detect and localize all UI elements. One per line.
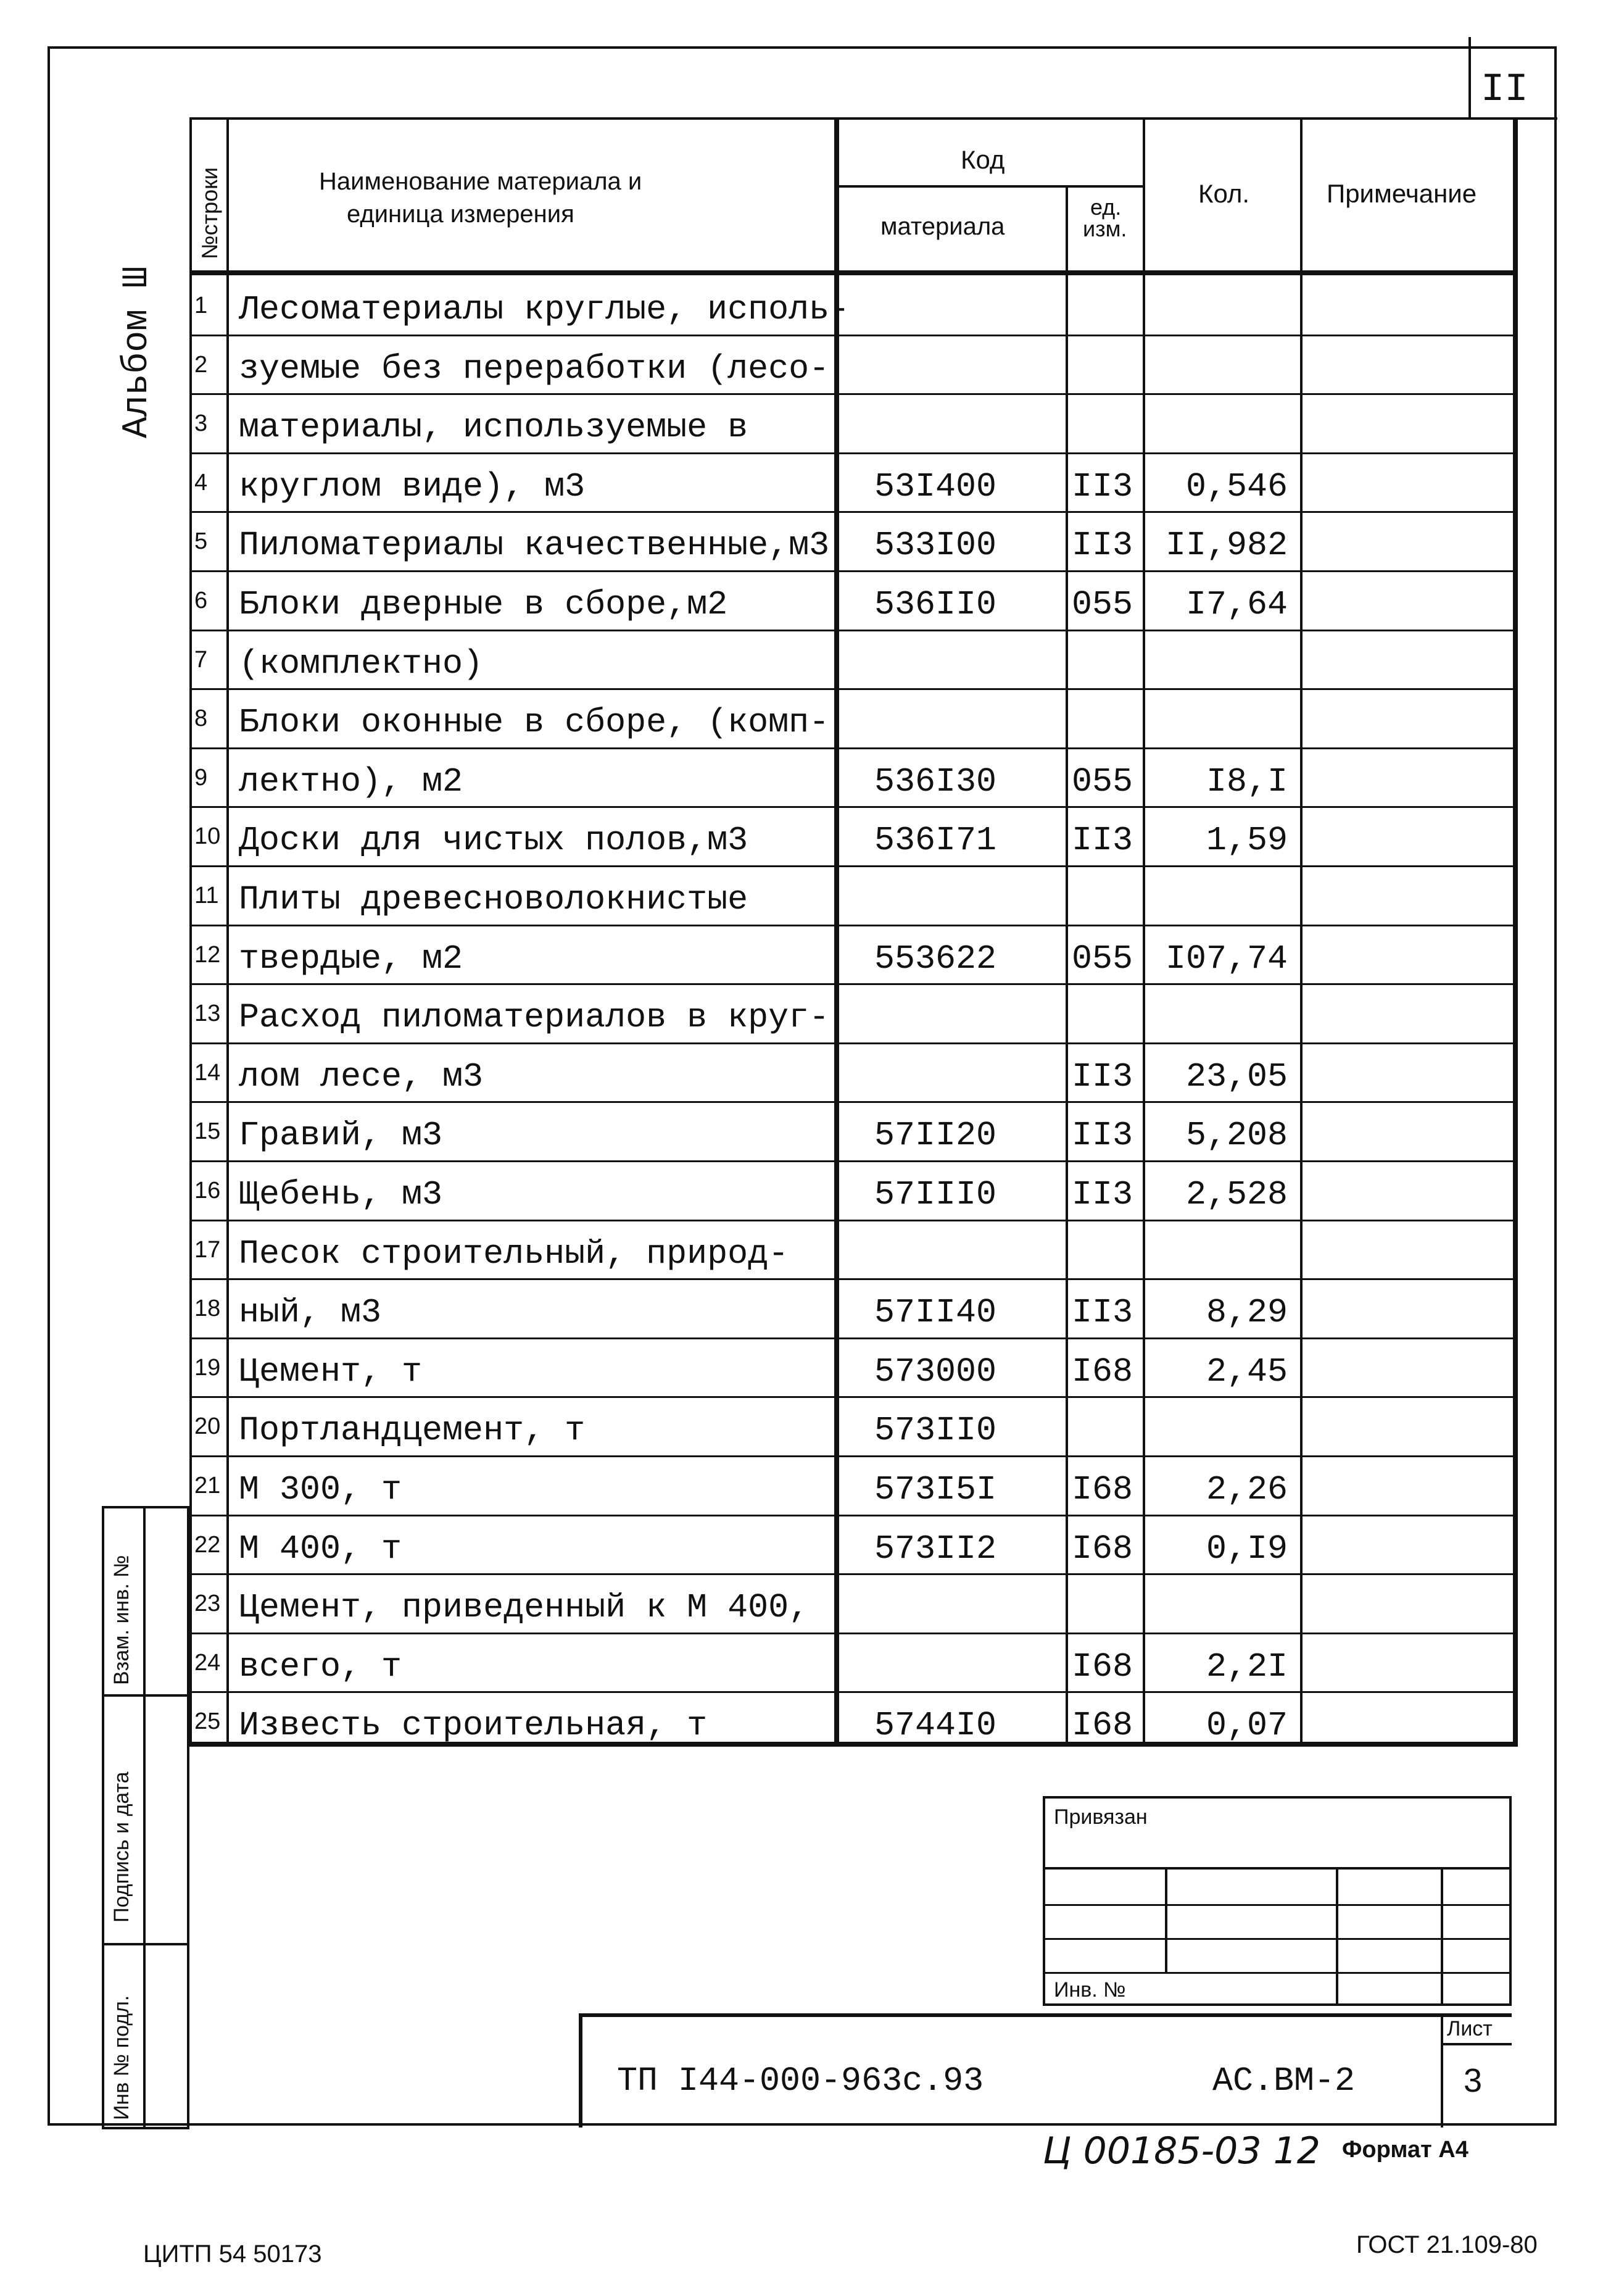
material-code: 536I71 <box>874 821 997 860</box>
material-name: (комплектно) <box>239 644 484 683</box>
row-number: 15 <box>194 1118 221 1145</box>
row-number: 18 <box>194 1296 221 1322</box>
material-code: 573II2 <box>874 1529 997 1568</box>
header-note: Примечание <box>1327 179 1477 208</box>
material-name: Доски для чистых полов,м3 <box>239 821 748 860</box>
handwritten-number: Ц 00185-03 12 <box>1043 2129 1320 2173</box>
header-code: Код <box>961 145 1005 174</box>
unit-code: II3 <box>1072 1293 1133 1333</box>
doc-mark: АС.ВМ-2 <box>1212 2061 1356 2100</box>
header-unit-2: изм. <box>1083 216 1127 241</box>
row-number: 2 <box>194 351 208 378</box>
row-number: 4 <box>194 469 208 496</box>
material-code: 5744I0 <box>874 1706 997 1745</box>
unit-code: II3 <box>1072 1175 1133 1214</box>
quantity: 8,29 <box>1206 1293 1288 1333</box>
quantity: 5,208 <box>1185 1116 1288 1155</box>
list-number: 3 <box>1464 2062 1483 2099</box>
unit-code: II3 <box>1072 1116 1133 1155</box>
material-code: 533I00 <box>874 526 997 565</box>
unit-code: I68 <box>1072 1529 1133 1568</box>
material-code: 573000 <box>874 1352 997 1391</box>
quantity: 0,546 <box>1185 467 1288 506</box>
material-code: 53I400 <box>874 467 997 506</box>
material-code: 553622 <box>874 939 997 978</box>
row-number: 11 <box>194 883 219 909</box>
sheet-marker: II <box>1481 68 1528 112</box>
unit-code: II3 <box>1072 821 1133 860</box>
row-number: 10 <box>194 823 221 850</box>
quantity: II,982 <box>1165 526 1288 565</box>
row-number: 8 <box>194 705 208 732</box>
material-code: 57III0 <box>874 1175 997 1214</box>
row-number: 7 <box>194 646 208 673</box>
unit-code: 055 <box>1072 585 1133 624</box>
vzam-label: Взам. инв. № <box>110 1555 133 1685</box>
material-name: Щебень, м3 <box>239 1175 443 1214</box>
unit-code: I68 <box>1072 1647 1133 1686</box>
material-code: 57II20 <box>874 1116 997 1155</box>
unit-code: II3 <box>1072 526 1133 565</box>
material-name: Плиты древесноволокнистые <box>239 880 748 919</box>
unit-code: I68 <box>1072 1470 1133 1509</box>
header-unit-1: ед. <box>1090 194 1122 220</box>
album-label: Альбом Ш <box>117 266 157 438</box>
unit-code: 055 <box>1072 939 1133 978</box>
material-code: 57II40 <box>874 1293 997 1333</box>
quantity: I7,64 <box>1185 585 1288 624</box>
row-number: 25 <box>194 1708 221 1735</box>
material-name: Песок строительный, природ- <box>239 1234 789 1273</box>
material-name: всего, т <box>239 1647 402 1686</box>
quantity: 1,59 <box>1206 821 1288 860</box>
material-name: Портландцемент, т <box>239 1411 586 1450</box>
row-number: 24 <box>194 1649 221 1676</box>
header-qty: Кол. <box>1198 179 1250 208</box>
material-name: Гравий, м3 <box>239 1116 443 1155</box>
material-name: Цемент, т <box>239 1352 423 1391</box>
format-label: Формат А4 <box>1342 2137 1468 2163</box>
row-number: 6 <box>194 588 208 614</box>
unit-code: 055 <box>1072 762 1133 801</box>
quantity: 2,45 <box>1206 1352 1288 1391</box>
row-number: 17 <box>194 1236 221 1263</box>
unit-code: II3 <box>1072 467 1133 506</box>
row-number: 13 <box>194 1000 221 1027</box>
row-number: 12 <box>194 941 221 968</box>
material-name: Известь строительная, т <box>239 1706 708 1745</box>
material-name: М 300, т <box>239 1470 402 1509</box>
unit-code: I68 <box>1072 1706 1133 1745</box>
row-number: 5 <box>194 528 208 555</box>
privyazan-label: Привязан <box>1054 1805 1148 1829</box>
quantity: 23,05 <box>1185 1057 1288 1096</box>
header-name-1: Наименование материала и <box>319 168 642 195</box>
unit-code: II3 <box>1072 1057 1133 1096</box>
row-number: 3 <box>194 410 208 437</box>
material-code: 573I5I <box>874 1470 997 1509</box>
header-row-no: №строки <box>197 167 222 259</box>
podpis-label: Подпись и дата <box>110 1771 133 1923</box>
row-number: 19 <box>194 1354 221 1381</box>
material-name: Блоки оконные в сборе, (комп- <box>239 703 830 742</box>
quantity: 0,07 <box>1206 1706 1288 1745</box>
inv-no-label: Инв. № <box>1054 1978 1126 2002</box>
row-number: 14 <box>194 1059 221 1086</box>
quantity: 0,I9 <box>1206 1529 1288 1568</box>
material-name: лектно), м2 <box>239 762 463 801</box>
footer-right: ГОСТ 21.109-80 <box>1356 2231 1538 2258</box>
material-name: Лесоматериалы круглые, исполь- <box>239 290 850 329</box>
row-number: 9 <box>194 764 208 791</box>
unit-code: I68 <box>1072 1352 1133 1391</box>
table-row <box>189 1278 1518 1337</box>
quantity: 2,528 <box>1185 1175 1288 1214</box>
material-code: 536I30 <box>874 762 997 801</box>
list-label: Лист <box>1447 2017 1493 2040</box>
material-name: Цемент, приведенный к М 400, <box>239 1588 810 1628</box>
material-code: 573II0 <box>874 1411 997 1450</box>
materials-table <box>189 117 1518 1747</box>
quantity: 2,2I <box>1206 1647 1288 1686</box>
material-name: Блоки дверные в сборе,м2 <box>239 585 728 624</box>
row-number: 22 <box>194 1531 221 1558</box>
material-name: материалы, используемые в <box>239 408 748 447</box>
material-name: твердые, м2 <box>239 939 463 978</box>
row-number: 23 <box>194 1591 221 1617</box>
material-name: лом лесе, м3 <box>239 1057 484 1096</box>
material-name: Расход пиломатериалов в круг- <box>239 998 830 1038</box>
header-material-code: материала <box>880 213 1005 240</box>
row-number: 16 <box>194 1178 221 1204</box>
doc-code: ТП I44-000-963с.93 <box>617 2061 984 2100</box>
header-name-2: единица измерения <box>347 201 574 228</box>
inv-podl-label: Инв № подл. <box>110 1995 133 2120</box>
material-name: М 400, т <box>239 1529 402 1568</box>
material-name: круглом виде), м3 <box>239 467 586 506</box>
quantity: 2,26 <box>1206 1470 1288 1509</box>
material-name: Пиломатериалы качественные,м3 <box>239 526 830 565</box>
row-number: 21 <box>194 1473 221 1499</box>
quantity: I8,I <box>1206 762 1288 801</box>
material-code: 536II0 <box>874 585 997 624</box>
footer-left: ЦИТП 54 50173 <box>143 2240 322 2268</box>
material-name: зуемые без переработки (лесо- <box>239 349 830 388</box>
row-number: 1 <box>194 293 208 318</box>
material-name: ный, м3 <box>239 1293 382 1333</box>
row-number: 20 <box>194 1413 221 1440</box>
quantity: I07,74 <box>1165 939 1288 978</box>
